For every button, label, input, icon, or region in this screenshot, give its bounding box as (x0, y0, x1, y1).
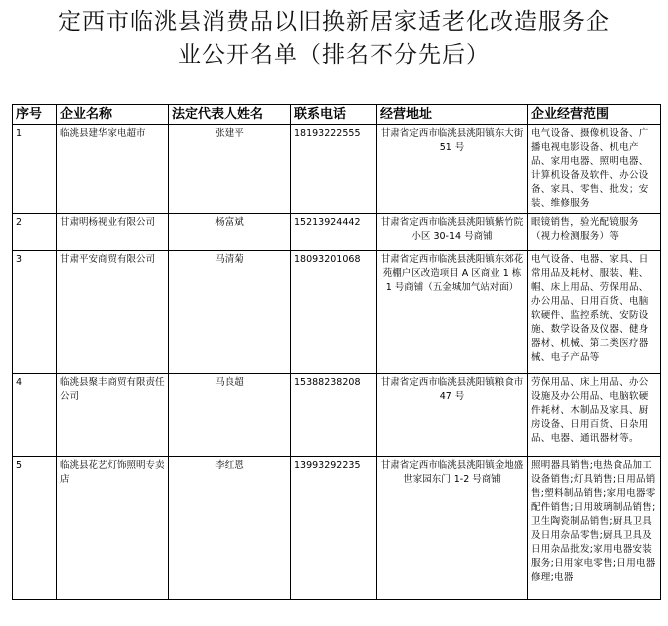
cell-phone: 15388238208 (291, 374, 377, 457)
cell-scope: 眼镜销售，验光配镜服务（视力检测服务）等 (528, 214, 661, 251)
cell-index: 2 (13, 214, 57, 251)
cell-scope: 电气设备、摄像机设备、广播电视电影设备、机电产品、家用电器、照明电器、计算机设备及软件、办公设备、家具、零售、批发；安装、维修服务 (528, 125, 661, 214)
cell-phone: 18193222555 (291, 125, 377, 214)
cell-representative: 马清菊 (169, 251, 291, 374)
title-line-2: 业公开名单（排名不分先后） (178, 42, 490, 68)
cell-company: 临洮县花艺灯饰照明专卖店 (57, 457, 169, 600)
header-company: 企业名称 (57, 105, 169, 125)
cell-index: 3 (13, 251, 57, 374)
cell-representative: 马良超 (169, 374, 291, 457)
page-title (0, 6, 668, 72)
cell-index: 1 (13, 125, 57, 214)
cell-representative: 张建平 (169, 125, 291, 214)
table-header-row (13, 105, 661, 125)
cell-address: 甘肃省定西市临洮县洮阳镇金地盛世家园东门 1-2 号商铺 (377, 457, 528, 600)
table-row (13, 457, 661, 600)
cell-company: 甘肃明杨视业有限公司 (57, 214, 169, 251)
cell-index: 4 (13, 374, 57, 457)
table-row (13, 214, 661, 251)
table-row (13, 125, 661, 214)
header-representative: 法定代表人姓名 (169, 105, 291, 125)
cell-phone: 13993292235 (291, 457, 377, 600)
cell-address: 甘肃省定西市临洮县洮阳镇东郊花苑棚户区改造项目 A 区商业 1 栋 1 号商铺（五金城加气站对面） (377, 251, 528, 374)
cell-phone: 15213924442 (291, 214, 377, 251)
company-table (12, 104, 661, 600)
header-address: 经营地址 (377, 105, 528, 125)
cell-address: 甘肃省定西市临洮县洮阳镇东大街 51 号 (377, 125, 528, 214)
cell-company: 临洮县建华家电超市 (57, 125, 169, 214)
cell-address: 甘肃省定西市临洮县洮阳镇紫竹院小区 30-14 号商铺 (377, 214, 528, 251)
header-index: 序号 (13, 105, 57, 125)
cell-address: 甘肃省定西市临洮县洮阳镇粮食市 47 号 (377, 374, 528, 457)
cell-scope: 劳保用品、床上用品、办公设施及办公用品、电脑软硬件耗材、木制品及家具、厨房设备、日用百货、日杂用品、电器、通讯器材等。 (528, 374, 661, 457)
cell-company: 甘肃平安商贸有限公司 (57, 251, 169, 374)
cell-index: 5 (13, 457, 57, 600)
cell-phone: 18093201068 (291, 251, 377, 374)
cell-company: 临洮县聚丰商贸有限责任公司 (57, 374, 169, 457)
cell-representative: 杨富斌 (169, 214, 291, 251)
title-line-1: 定西市临洮县消费品以旧换新居家适老化改造服务企 (58, 9, 610, 35)
cell-scope: 电气设备、电器、家具、日常用品及耗材、服装、鞋、帽、床上用品、劳保用品、办公用品、日用百货、电脑软硬件、监控系统、安防设施、数学设备及仪器、健身器材、机械、第二类医疗器械、电子产品等 (528, 251, 661, 374)
table-row (13, 374, 661, 457)
header-phone: 联系电话 (291, 105, 377, 125)
header-scope: 企业经营范围 (528, 105, 661, 125)
cell-scope: 照明器具销售;电热食品加工设备销售;灯具销售;日用品销售;塑料制品销售;家用电器零配件销售;日用玻璃制品销售;卫生陶瓷制品销售;厨具卫具及日用杂品零售;厨具卫具及日用杂品批发;家用电器安装服务;日用家电零售;日用电器修理;电器 (528, 457, 661, 600)
table-row (13, 251, 661, 374)
cell-representative: 李红恩 (169, 457, 291, 600)
